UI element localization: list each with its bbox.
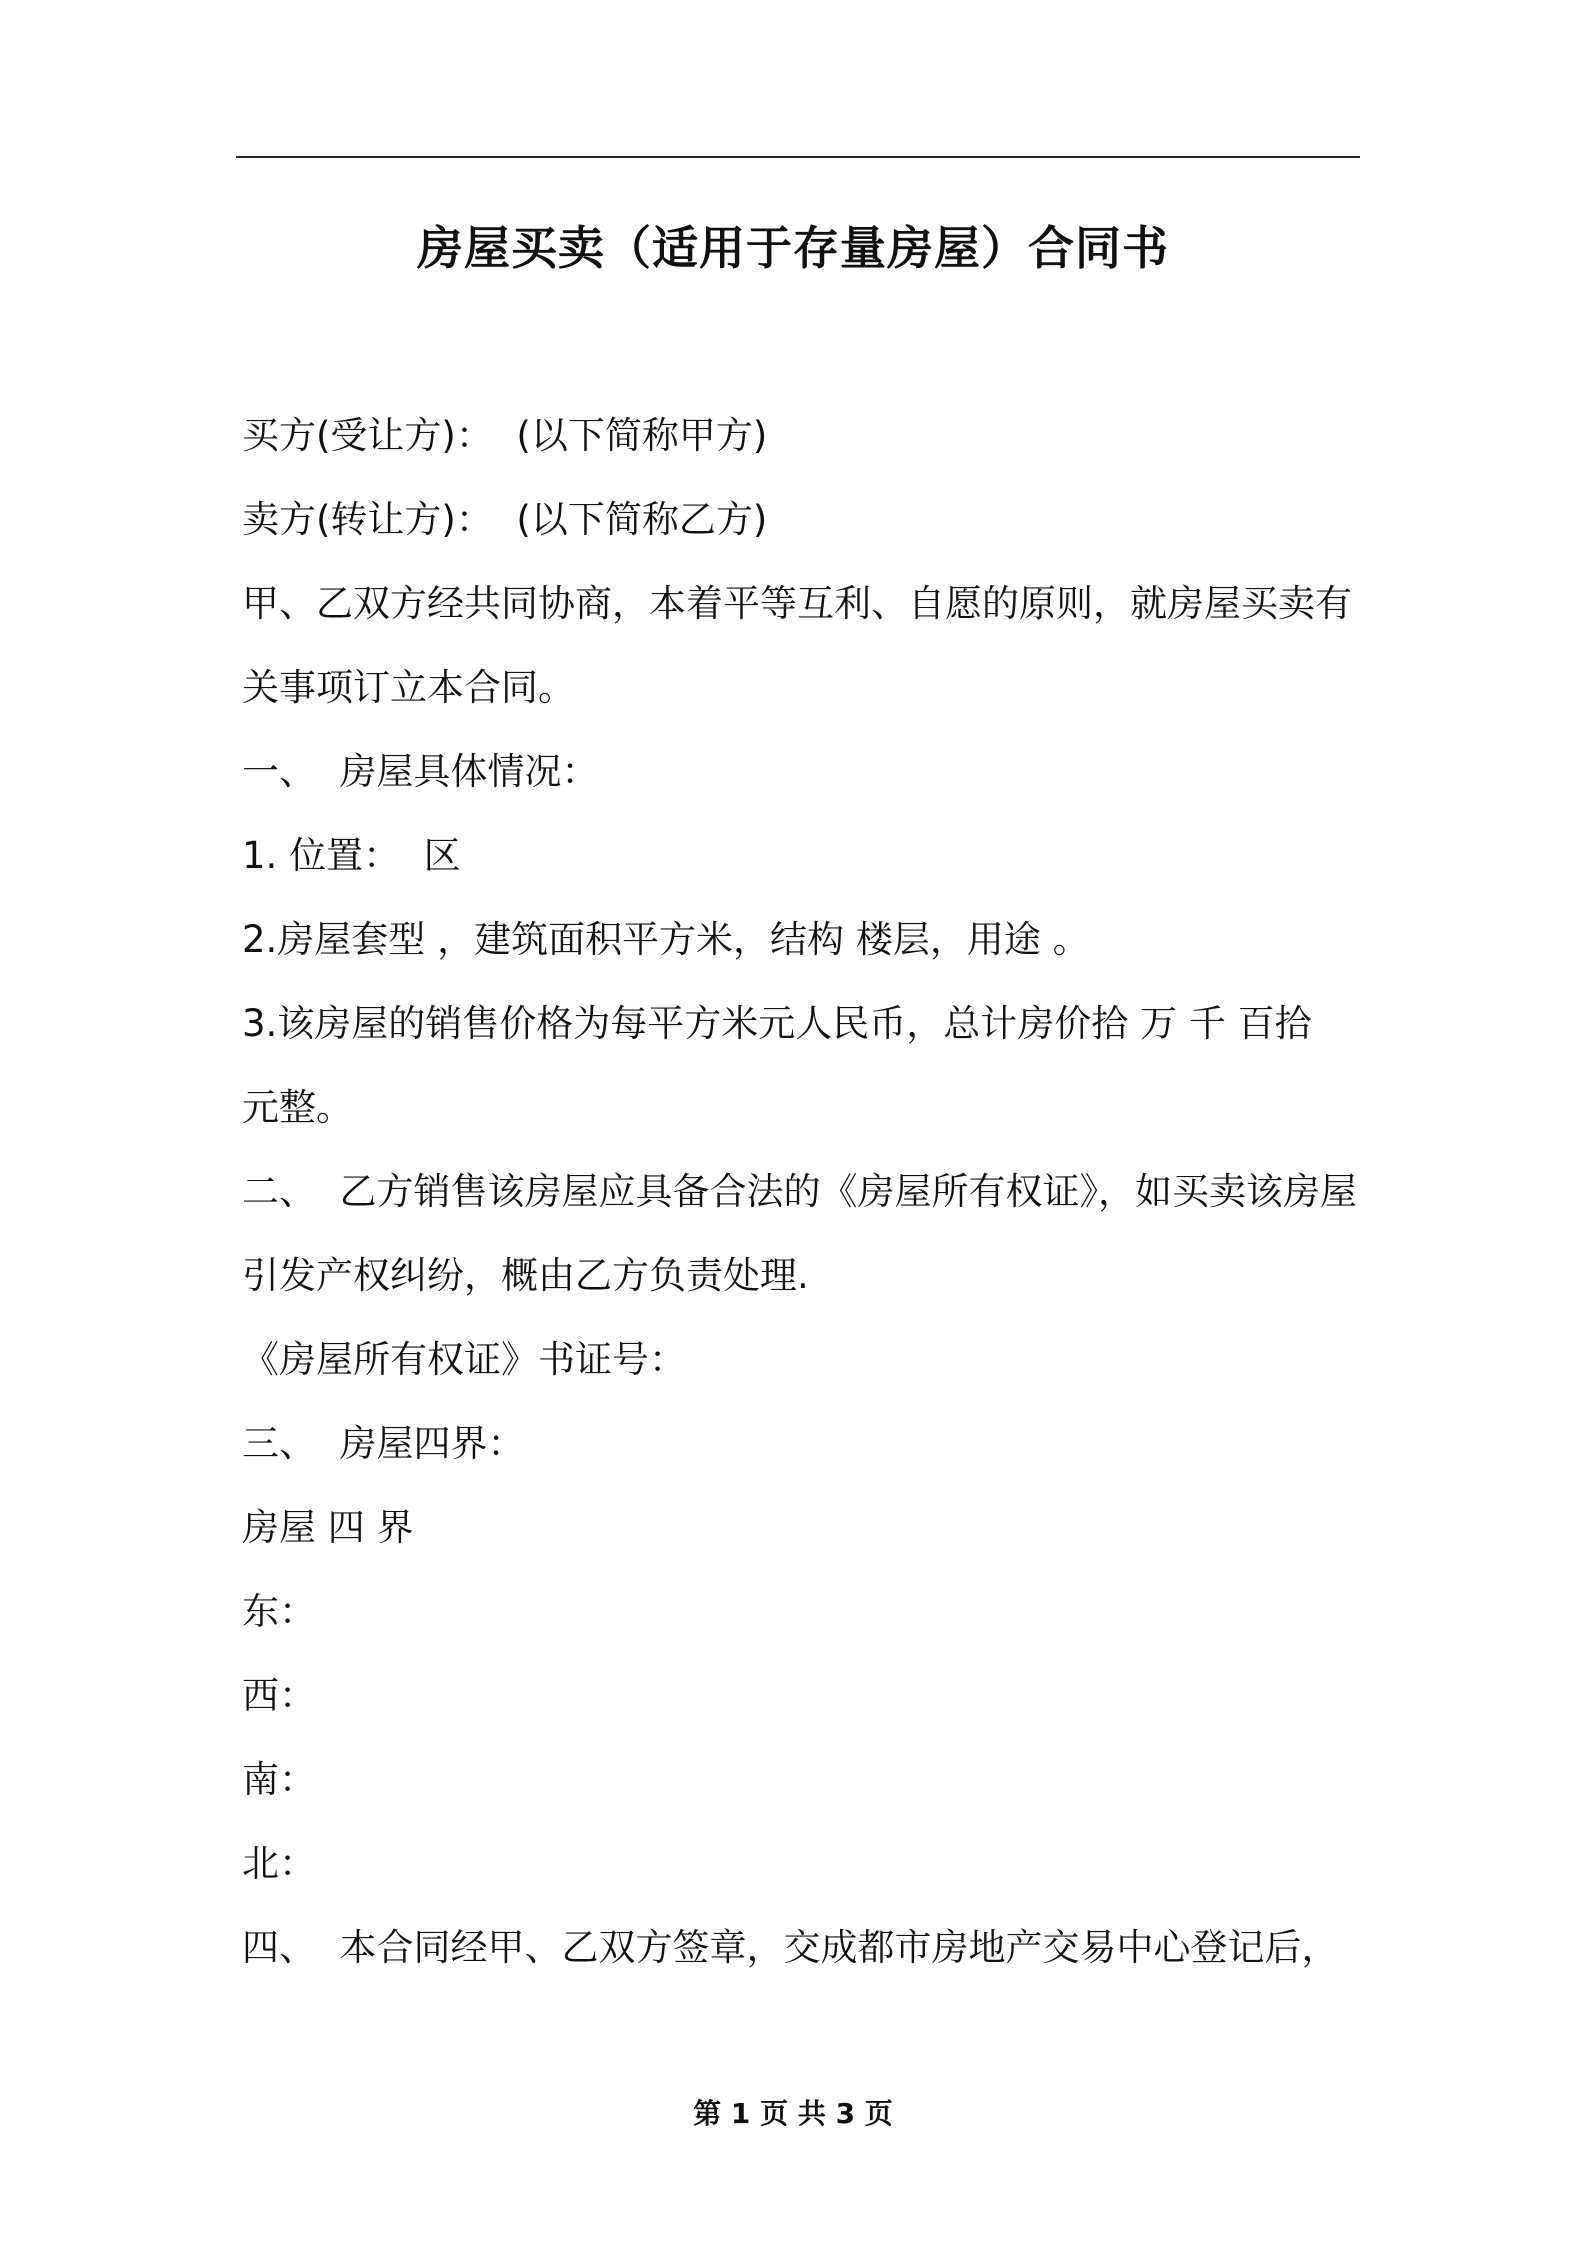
document-title: 房屋买卖（适用于存量房屋）合同书 [417, 221, 1169, 275]
paragraph-line: 房屋 四 界 [242, 1506, 414, 1549]
section-heading-2: 二、 乙方销售该房屋应具备合法的《房屋所有权证》，如买卖该房屋 [242, 1170, 1358, 1213]
section-heading-3: 三、 房屋四界： [242, 1422, 525, 1465]
paragraph-line: 关事项订立本合同。 [242, 666, 575, 709]
buyer-line: 买方(受让方)： (以下简称甲方) [242, 414, 768, 457]
boundary-south: 南： [242, 1758, 316, 1801]
page-number-footer: 第 1 页 共 3 页 [693, 2097, 893, 2130]
paragraph-line: 1. 位置： 区 [242, 834, 461, 877]
boundary-west: 西： [242, 1674, 316, 1717]
boundary-north: 北： [242, 1842, 316, 1885]
section-heading-4: 四、 本合同经甲、乙双方签章，交成都市房地产交易中心登记后， [242, 1926, 1339, 1969]
boundary-east: 东： [242, 1590, 316, 1633]
paragraph-line: 引发产权纠纷，概由乙方负责处理. [242, 1254, 809, 1297]
paragraph-line: 甲、乙双方经共同协商，本着平等互利、自愿的原则，就房屋买卖有 [242, 582, 1352, 625]
seller-line: 卖方(转让方)： (以下简称乙方) [242, 498, 768, 541]
document-body [242, 394, 1360, 1990]
paragraph-line: 3.该房屋的销售价格为每平方米元人民币，总计房价拾 万 千 百拾 [242, 1002, 1312, 1045]
header-rule [236, 156, 1360, 158]
section-heading-1: 一、 房屋具体情况： [242, 750, 599, 793]
paragraph-line: 《房屋所有权证》书证号： [242, 1338, 686, 1381]
paragraph-line: 2.房屋套型 ，建筑面积平方米，结构 楼层，用途 。 [242, 918, 1090, 961]
paragraph-line: 元整。 [242, 1086, 353, 1129]
